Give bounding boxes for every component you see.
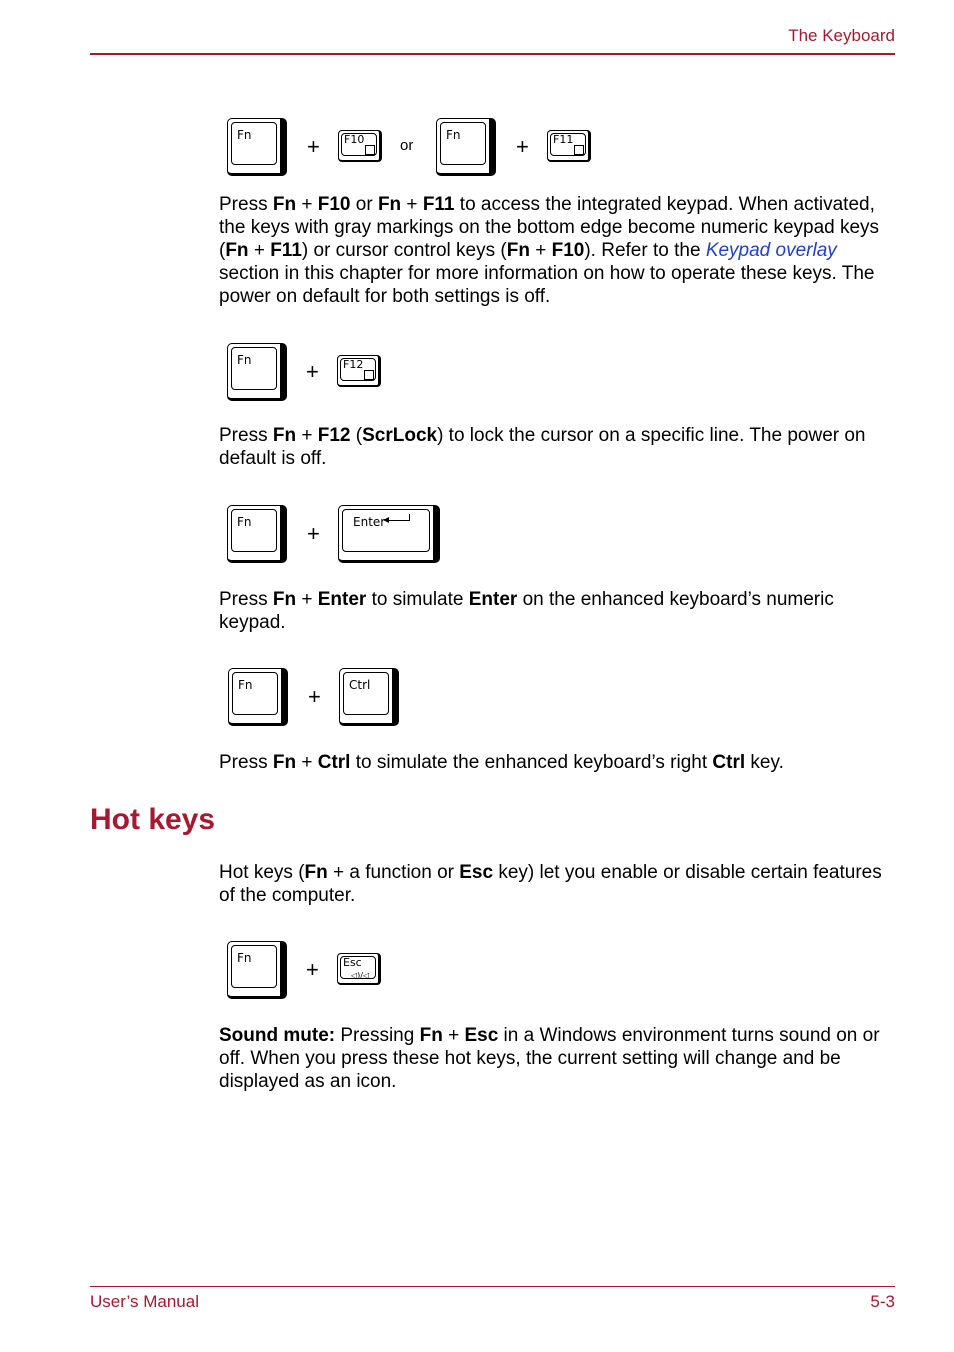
section-title-hot-keys: Hot keys bbox=[90, 803, 216, 836]
key-combo-fn-f12 bbox=[227, 343, 387, 403]
keypad-overlay-link[interactable]: Keypad overlay bbox=[705, 240, 837, 261]
fn-key-icon: Fn bbox=[227, 343, 287, 401]
key-combo-fn-enter bbox=[227, 505, 447, 565]
scrlock-paragraph: Press Fn + F12 (ScrLock) to lock the cursor on a specific line. The power on default is off. bbox=[219, 425, 866, 469]
ctrl-paragraph: Press Fn + Ctrl to simulate the enhanced keyboard’s right Ctrl key. bbox=[219, 752, 784, 773]
fn-key-icon: Fn bbox=[228, 668, 288, 726]
plus-sign: + bbox=[307, 134, 320, 159]
fn-key-icon: Fn bbox=[227, 505, 287, 563]
enter-key-icon: Enter bbox=[338, 505, 440, 563]
key-combo-fn-f10-f11 bbox=[227, 118, 597, 178]
plus-sign: + bbox=[516, 134, 529, 159]
plus-sign: + bbox=[306, 359, 319, 384]
hotkeys-intro-paragraph: Hot keys (Fn + a function or Esc key) let you enable or disable certain features of the computer. bbox=[219, 862, 882, 906]
f10-key-icon: F10 bbox=[338, 130, 382, 162]
esc-key-icon: Esc ◁)/◁ bbox=[337, 953, 381, 985]
sound-icon: ◁)/◁ bbox=[351, 971, 370, 980]
running-header: The Keyboard bbox=[788, 26, 895, 45]
plus-sign: + bbox=[306, 957, 319, 982]
plus-sign: + bbox=[308, 684, 321, 709]
footer-manual-title: User’s Manual bbox=[90, 1292, 199, 1311]
plus-sign: + bbox=[307, 521, 320, 546]
page-number: 5-3 bbox=[870, 1292, 895, 1311]
f11-key-icon: F11 bbox=[547, 130, 591, 162]
keypad-paragraph: Press Fn + F10 or Fn + F11 to access the integrated keypad. When activated, the keys with gray markings on the bottom edge become numeric keypad keys (Fn + F11) or cursor control keys (Fn + F10). Refer to the Keypad overlay section in this chapter for more information on how to operate these keys. The power on default for both settings is off. bbox=[219, 194, 880, 307]
return-arrow-icon bbox=[388, 520, 410, 521]
key-combo-fn-esc bbox=[227, 941, 387, 1001]
fn-key-icon: Fn bbox=[227, 941, 287, 999]
enter-paragraph: Press Fn + Enter to simulate Enter on the enhanced keyboard’s numeric keypad. bbox=[219, 589, 834, 633]
fn-key-icon: Fn bbox=[227, 118, 287, 176]
sound-mute-paragraph: Sound mute: Pressing Fn + Esc in a Windows environment turns sound on or off. When you press these hot keys, the current setting will change and be displayed as an icon. bbox=[219, 1025, 880, 1092]
f12-key-icon: F12 bbox=[337, 355, 381, 387]
key-combo-fn-ctrl bbox=[227, 668, 407, 728]
fn-key-icon: Fn bbox=[436, 118, 496, 176]
or-text: or bbox=[400, 137, 414, 154]
ctrl-key-icon: Ctrl bbox=[339, 668, 399, 726]
header-rule bbox=[90, 53, 895, 55]
footer-rule bbox=[90, 1286, 895, 1287]
